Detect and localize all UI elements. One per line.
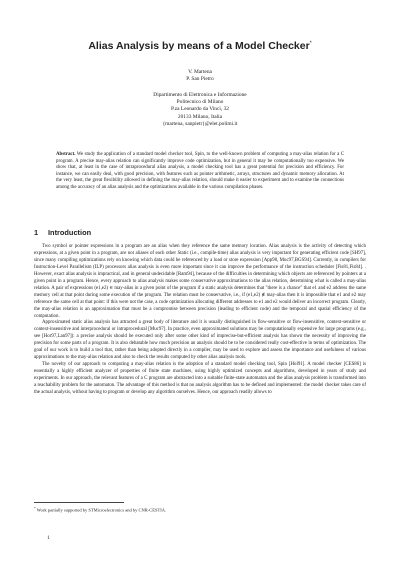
body-text — [34, 244, 366, 397]
paper-title — [0, 40, 400, 52]
section-title: Introduction — [48, 228, 92, 237]
footnote — [34, 506, 166, 513]
abstract-text: We study the application of a standard model checker tool, Spin, to the well-known problem of computing a may-alias relation for a C program. A precise may-alias relation can significantly improve code optimization, but in general it may be computationally too expensive. We show that, at least in the case of intraprocedural alias analysis, a model checking tool has a great potential for precision and efficiency. For instance, we can easily deal, with good precision, with features such as pointer arithmetic, arrays, structures and dynamic memory allocation. At the very least, the great flexibility allowed in defining the may-alias relation, should make it easier to experiment and to examine the connections among the accuracy of an alias analysis and the optimizations available in the various compilation phases. — [56, 152, 345, 190]
affiliation-email: {martena, sanpietr}@elet.polimi.it — [162, 120, 238, 127]
section-heading — [34, 228, 91, 237]
page-number: 1 — [47, 535, 50, 541]
section-number: 1 — [34, 228, 39, 237]
affiliation-line: Dipartimento di Elettronica e Informazione — [153, 92, 247, 98]
footnote-mark: * — [34, 506, 36, 510]
author-name: P. San Pietro — [186, 76, 214, 83]
title-footnote-mark: * — [309, 40, 312, 47]
abstract-label: Abstract. — [56, 152, 76, 157]
affiliation-line: 20133 Milano, Italia — [177, 113, 223, 120]
affiliation-line: Politecnico di Milano — [176, 99, 224, 106]
author-name: V. Martena — [188, 69, 212, 75]
footnote-rule — [34, 502, 124, 503]
body-paragraph: Two symbol or pointer expressions in a program are an alias when they reference the same memory location. Alias analysis is the activity of detecting which expressions, at a given point in a program, are not aliases of each other Static (i.e., compile-time) alias analysis is very important for generating efficient code [SH97], since many compiling optimizations rely on knowing which data could be referenced by a load or store expression [App98, Muc97,BGS94]. Currently, in compilers for Instruction-Level Parallelism (ILP) processors alias analysis is even more important since it can improve the performance of the instruction scheduler [Fis81,Fis84]. . However, exact alias analysis is impractical, and in general undecidable [Ram94], because of the difficulties in determining which objects are referenced by pointers at a given point in a program. Hence, every approach to alias analysis makes some conservative approximations to the alias relation, determining what is called a may-alias relation. A pair of expressions (e1,e2) ∈ may-alias in a given point of the program if a static analysis determines that "there is a chance" that e1 and e2 address the same memory cell at that point during some execution of the program. The relation must be conservative, i.e., if (e1,e2) ∉ may-alias then it is impossible that e1 and e2 may reference the same cell at that point: if this were not the case, a code optimization allocating different addresses to e1 and e2 would deliver an incorrect program. Clearly, the may-alias relation is an approximation that must be a compromise between precision (leading to efficient code) and the temporal and spatial efficiency of the computation. — [34, 244, 366, 319]
title-text: Alias Analysis by means of a Model Checker — [88, 40, 310, 52]
footnote-text: Work partially supported by STMicroelectronics and by CNR-CESTIA. — [36, 507, 167, 513]
abstract — [56, 152, 344, 191]
body-paragraph: Approximated static alias analysis has attracted a great body of literature and it is usually distinguished in flow-sensitive or flow-insensitive, context-sensitive or context-insensitive and interprocedural or intraprocedural [Muc97]. In practice, even approximated solutions may be computationally expensive for large programs (e.g., see [Hor97,Lan97]): a precise analysis should be executed only after some other kind of imprecise-but-efficient analysis has shown the necessity of improving the precision for some parts of a program. It is also debatable how much precision an analysis should be to be considered really cost-effective in terms of optimization. The goal of our work is to build a tool that, rather than being adopted directly in a compiler, may be used to explore and assess the importance and usefulness of various approximations to the may-alias relation and also to check the results computed by other alias analysis tools. — [34, 320, 366, 361]
affiliation-line: P.za Leonardo da Vinci, 32 — [171, 106, 229, 113]
body-paragraph: The novelty of our approach to computing a may-alias relation is the adoption of a standard model checking tool, Spin [Hol91]. A model checker [CES86] is essentially a highly efficient analyzer of properties of finite state machines, using highly optimized concepts and algorithms, developed in years of study and experiments. In our approach, the relevant features of a C program are abstracted into a suitable finite-state automaton and the alias analysis problem is transformed into a reachability problem for the automaton. The advantage of this method is that no analysis algorithm has to be defined and implemented: the model checker takes care of the actual analysis, without having to program or develop any algorithm ourselves. Hence, our approach readily allows to — [34, 362, 366, 396]
author-list — [0, 69, 400, 83]
affiliation-block — [0, 92, 400, 128]
